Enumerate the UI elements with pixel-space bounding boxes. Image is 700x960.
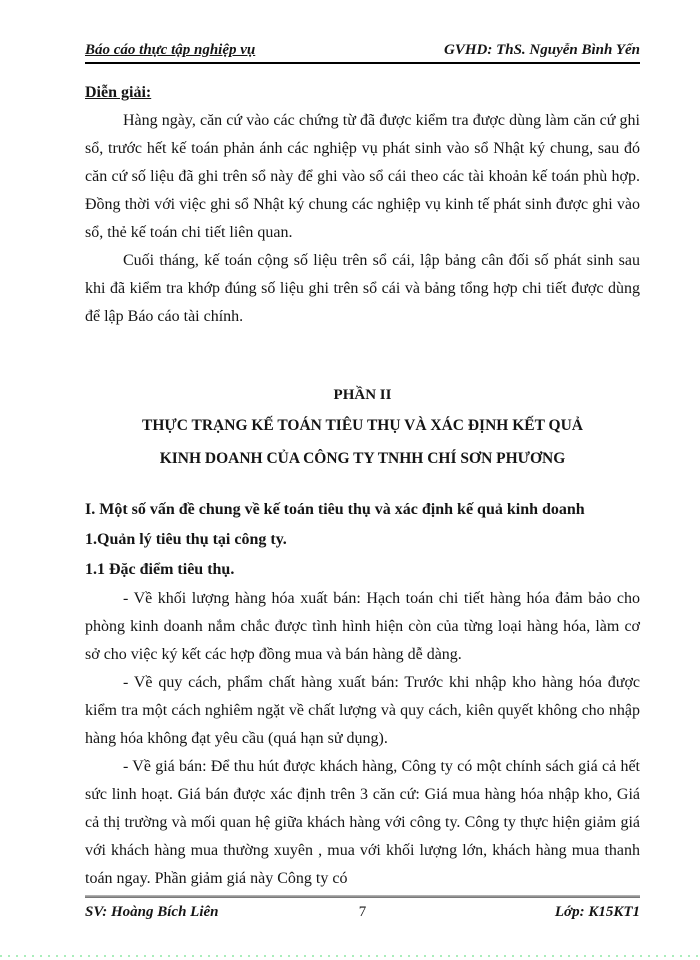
heading-level-3: 1.1 Đặc điểm tiêu thụ. <box>85 561 235 578</box>
part-title-line-1: THỰC TRẠNG KẾ TOÁN TIÊU THỤ VÀ XÁC ĐỊNH KẾT QUẢ <box>142 417 583 434</box>
paragraph-daily-entry: Hàng ngày, căn cứ vào các chứng từ đã được kiểm tra được dùng làm căn cứ ghi sổ, trước hết kế toán phản ánh các nghiệp vụ phát sinh vào sổ Nhật ký chung, sau đó căn cứ số liệu đã ghi trên sổ này để ghi vào sổ cái theo các tài khoản kế toán phù hợp. Đồng thời với việc ghi sổ Nhật ký chung các nghiệp vụ kinh tế phát sinh được ghi vào sổ, thẻ kế toán chi tiết liên quan. <box>85 112 640 241</box>
paragraph-month-end: Cuối tháng, kế toán cộng số liệu trên sổ cái, lập bảng cân đối số phát sinh sau khi đã kiểm tra khớp đúng số liệu ghi trên sổ cái và bảng tổng hợp chi tiết được dùng để lập Báo cáo tài chính. <box>85 252 640 325</box>
page-footer <box>85 895 640 922</box>
bullet-paragraph-quality: - Về quy cách, phẩm chất hàng xuất bán: Trước khi nhập kho hàng hóa được kiểm tra một cách nghiêm ngặt về chất lượng và quy cách, kiên quyết không cho nhập hàng hóa không đạt yêu cầu (quá hạn sử dụng). <box>85 674 640 747</box>
footer-class-label: Lớp: K15KT1 <box>554 904 640 920</box>
section-headings <box>85 495 640 585</box>
page-break-divider <box>0 955 700 957</box>
bullet-paragraph-volume: - Về khối lượng hàng hóa xuất bán: Hạch toán chi tiết hàng hóa đảm bảo cho phòng kinh doanh nắm chắc được tình hình hiện còn của từng loại hàng hóa, làm cơ sở cho việc ký kết các hợp đồng mua và bán hàng dễ dàng. <box>85 590 640 663</box>
page-header <box>85 40 640 64</box>
heading-level-1: I. Một số vấn đề chung về kế toán tiêu thụ và xác định kế quả kinh doanh <box>85 501 585 518</box>
header-report-title: Báo cáo thực tập nghiệp vụ <box>85 42 256 58</box>
part-number: PHẦN II <box>333 387 392 403</box>
footer-row <box>85 902 640 922</box>
part-heading <box>85 381 640 475</box>
footer-divider <box>85 895 640 898</box>
part-title-line-2: KINH DOANH CỦA CÔNG TY TNHH CHÍ SƠN PHƯƠNG <box>159 450 566 467</box>
footer-student-name: SV: Hoàng Bích Liên <box>85 904 219 920</box>
explanation-label: Diễn giải: <box>85 84 152 101</box>
footer-page-number: 7 <box>358 904 367 920</box>
header-supervisor: GVHD: ThS. Nguyễn Bình Yến <box>443 42 640 58</box>
heading-level-2: 1.Quản lý tiêu thụ tại công ty. <box>85 531 287 548</box>
page-content <box>85 40 640 893</box>
bullet-paragraph-price: - Về giá bán: Để thu hút được khách hàng, Công ty có một chính sách giá cả hết sức linh hoạt. Giá bán được xác định trên 3 căn cứ: Giá mua hàng hóa nhập kho, Giá cả thị trường và mối quan hệ giữa khách hàng với công ty. Công ty thực hiện giảm giá với khách hàng mua thường xuyên , mua với khối lượng lớn, khách hàng mua thanh toán ngay. Phần giảm giá này Công ty có <box>85 758 640 887</box>
